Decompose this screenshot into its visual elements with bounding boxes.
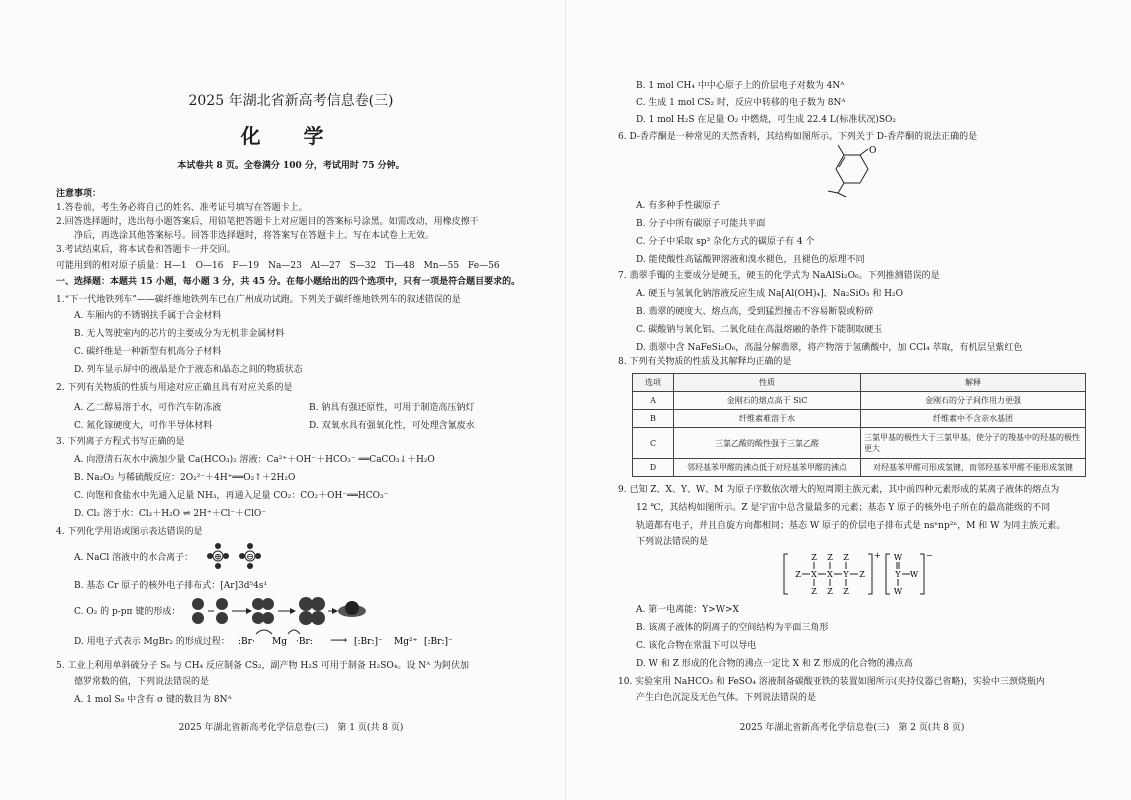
table-cell: 对羟基苯甲醛可形成氢键，而邻羟基苯甲醛不能形成氢键 xyxy=(861,459,1086,477)
question-9-option: A. 第一电离能：Y>W>X xyxy=(636,605,739,615)
notice-item: 3.考试结束后，将本试卷和答题卡一并交回。 xyxy=(56,245,236,255)
question-1-stem: 1.“下一代地铁列车”——碳纤维地铁列车已在广州成功试跑。下列关于碳纤维地铁列车的叙述错误的是 xyxy=(56,295,461,305)
table-cell: B xyxy=(633,410,674,428)
question-9-stem: 9. 已知 Z、X、Y、W、M 为原子序数依次增大的短周期主族元素，其中前四种元素形成的某离子液体的熔点为 xyxy=(618,485,1060,495)
question-7-option: C. 碳酸钠与氧化铝、二氧化硅在高温熔融的条件下能制取硬玉 xyxy=(636,325,883,335)
cation-charge: + xyxy=(874,551,881,560)
question-7-option: D. 翡翠中含 NaFeSi₂O₆，高温分解翡翠，将产物溶于氢碘酸中，加 CCl₄ 萃取，有机层呈紫红色 xyxy=(636,343,1023,353)
page-footer: 2025 年湖北省新高考化学信息卷(三) 第 2 页(共 8 页) xyxy=(739,723,965,733)
question-6-stem: 6. D-香芹酮是一种常见的天然香料，其结构如图所示。下列关于 D-香芹酮的说法正确的是 xyxy=(618,132,978,142)
question-9-stem-cont: 下列说法错误的是 xyxy=(636,537,709,547)
question-3-stem: 3. 下列离子方程式书写正确的是 xyxy=(56,437,185,447)
atom-z: Z xyxy=(811,587,817,596)
mgbr2-formation-diagram xyxy=(238,626,468,654)
table-row xyxy=(633,428,1086,459)
question-2-option: D. 双氧水具有强氧化性，可处理含氰废水 xyxy=(309,421,475,431)
exam-page-1 xyxy=(56,0,526,800)
hydrated-ion-diagram xyxy=(204,540,268,572)
chloride-ion-symbol: ⊖ xyxy=(246,552,254,563)
page-footer: 2025 年湖北省新高考化学信息卷(三) 第 1 页(共 8 页) xyxy=(178,723,404,733)
atom-z: Z xyxy=(859,570,865,579)
carvone-structure xyxy=(824,145,884,197)
bromine-atom-left: :Br· xyxy=(238,637,255,647)
table-cell: 三氯乙酸的酸性强于三氯乙醛 xyxy=(674,428,861,459)
atom-z: Z xyxy=(795,570,801,579)
column-header: 性质 xyxy=(674,374,861,392)
question-9-option: C. 该化合物在常温下可以导电 xyxy=(636,641,757,651)
ionic-liquid-structure xyxy=(784,550,944,598)
magnesium-atom: Mg xyxy=(272,637,287,647)
question-4-option-a: A. NaCl 溶液中的水合离子： xyxy=(74,553,194,563)
question-4-stem: 4. 下列化学用语或图示表达错误的是 xyxy=(56,527,203,537)
question-7-stem: 7. 翡翠手镯的主要成分是硬玉，硬玉的化学式为 NaAlSi₂O₆。下列推测错误的是 xyxy=(618,271,940,281)
property-table xyxy=(632,373,1086,477)
section-one-heading: 一、选择题：本题共 15 小题，每小题 3 分，共 45 分。在每小题给出的四个选项中，只有一项是符合题目要求的。 xyxy=(56,277,521,287)
question-5-stem: 5. 工业上利用单斜硫分子 S₈ 与 CH₄ 反应制备 CS₂，副产物 H₂S 可用于制备 H₂SO₄。设 Nᴬ 为阿伏加 xyxy=(56,661,470,671)
notice-item: 2.回答选择题时，选出每小题答案后，用铅笔把答题卡上对应题目的答案标号涂黑。如需改动，用橡皮擦干 xyxy=(56,217,479,227)
anion-charge: − xyxy=(926,551,933,560)
notice-item: 1.答卷前，考生务必将自己的姓名、准考证号填写在答题卡上。 xyxy=(56,203,308,213)
question-1-option: B. 无人驾驶室内的芯片的主要成分为无机非金属材料 xyxy=(74,329,285,339)
table-cell: C xyxy=(633,428,674,459)
magnesium-ion: Mg²⁺ xyxy=(394,637,418,647)
question-10-stem-cont: 产生白色沉淀及无色气体。下列说法错误的是 xyxy=(636,693,817,703)
question-9-stem-cont: 12 ℃，其结构如图所示。Z 是宇宙中总含量最多的元素；基态 Y 原子的核外电子所在的最高能级的不同 xyxy=(636,503,1051,513)
bromine-atom-right: ·Br: xyxy=(296,637,313,647)
question-2-option: C. 氮化镓硬度大，可作半导体材料 xyxy=(74,421,213,431)
atom-z: Z xyxy=(843,587,849,596)
table-cell: 金刚石的熔点高于 SiC xyxy=(674,392,861,410)
atom-z: Z xyxy=(827,587,833,596)
question-2-option: B. 钠具有强还原性，可用于制造高压钠灯 xyxy=(309,403,475,413)
column-header: 解释 xyxy=(861,374,1086,392)
atom-w: W xyxy=(909,570,919,579)
table-header-row xyxy=(633,374,1086,392)
reaction-arrow: ⟶ xyxy=(330,633,348,647)
column-header: 选项 xyxy=(633,374,674,392)
atom-x: X xyxy=(811,570,817,579)
question-9-option: D. W 和 Z 形成的化合物的沸点一定比 X 和 Z 形成的化合物的沸点高 xyxy=(636,659,913,669)
page-divider xyxy=(565,0,566,800)
table-cell: 邻羟基苯甲醛的沸点低于对羟基苯甲醛的沸点 xyxy=(674,459,861,477)
exam-info: 本试卷共 8 页。全卷满分 100 分，考试用时 75 分钟。 xyxy=(177,161,405,171)
table-row xyxy=(633,410,1086,428)
question-1-option: A. 车厢内的不锈钢扶手属于合金材料 xyxy=(74,311,222,321)
question-1-option: D. 列车显示屏中的液晶是介于液态和晶态之间的物质状态 xyxy=(74,365,303,375)
table-cell: D xyxy=(633,459,674,477)
question-5-stem-cont: 德罗常数的值，下列说法错误的是 xyxy=(74,677,210,687)
question-5-option: B. 1 mol CH₄ 中中心原子上的价层电子对数为 4Nᴬ xyxy=(636,81,845,91)
question-2-option: A. 乙二醇易溶于水，可作汽车防冻液 xyxy=(74,403,222,413)
question-6-option: C. 分子中采取 sp³ 杂化方式的碳原子有 4 个 xyxy=(636,237,815,247)
atom-z: Z xyxy=(827,553,833,562)
question-4-option-c: C. O₂ 的 p-pπ 键的形成： xyxy=(74,607,181,617)
subject-heading: 化 学 xyxy=(240,124,342,148)
atom-y: Y xyxy=(895,570,901,579)
bromide-ion-left: [:Br:]⁻ xyxy=(354,637,383,647)
table-cell: 三氯甲基的极性大于三氯甲基，使分子的羧基中的羟基的极性更大 xyxy=(861,428,1086,459)
table-row xyxy=(633,459,1086,477)
question-5-option: A. 1 mol S₈ 中含有 σ 键的数目为 8Nᴬ xyxy=(74,695,232,705)
question-5-option: C. 生成 1 mol CS₂ 时，反应中转移的电子数为 8Nᴬ xyxy=(636,98,846,108)
question-3-option: A. 向澄清石灰水中滴加少量 Ca(HCO₃)₂ 溶液：Ca²⁺＋OH⁻＋HCO₃⁻ ══CaCO₃↓＋H₂O xyxy=(74,455,435,465)
carbonyl-oxygen: O xyxy=(869,146,877,156)
question-2-options-row xyxy=(56,400,526,413)
question-3-option: D. Cl₂ 溶于水：Cl₂＋H₂O ⇌ 2H⁺＋Cl⁻＋ClO⁻ xyxy=(74,509,267,519)
notice-heading: 注意事项： xyxy=(56,189,102,199)
question-2-options-row xyxy=(56,418,526,431)
atom-w: W xyxy=(893,587,903,596)
question-1-option: C. 碳纤维是一种新型有机高分子材料 xyxy=(74,347,222,357)
atom-w: W xyxy=(893,553,903,562)
question-6-option: A. 有多种手性碳原子 xyxy=(636,201,721,211)
question-4-option-d: D. 用电子式表示 MgBr₂ 的形成过程： xyxy=(74,637,230,647)
sodium-ion-symbol: ⊕ xyxy=(214,552,222,563)
atom-x: X xyxy=(827,570,833,579)
question-9-option: B. 该离子液体的阴离子的空间结构为平面三角形 xyxy=(636,623,829,633)
pi-bond-diagram xyxy=(186,596,366,626)
question-7-option: B. 翡翠的硬度大、熔点高，受到猛烈撞击不容易断裂或粉碎 xyxy=(636,307,874,317)
question-10-stem: 10. 实验室用 NaHCO₃ 和 FeSO₄ 溶液制备碳酸亚铁的装置如图所示(夹持仪器已省略)，实验中三颈烧瓶内 xyxy=(618,677,1045,687)
question-4-option-b: B. 基态 Cr 原子的核外电子排布式：[Ar]3d⁵4s¹ xyxy=(74,581,268,591)
question-7-option: A. 硬玉与氢氧化钠溶液反应生成 Na[Al(OH)₄]、Na₂SiO₃ 和 H₂O xyxy=(636,289,904,299)
table-cell: 纤维素中不含亲水基团 xyxy=(861,410,1086,428)
question-3-option: B. Na₂O₂ 与稀硫酸反应：2O₂²⁻＋4H⁺══O₂↑＋2H₂O xyxy=(74,473,296,483)
question-6-option: D. 能使酸性高锰酸钾溶液和溴水褪色，且褪色的原理不同 xyxy=(636,255,865,265)
exam-page-2 xyxy=(618,0,1086,800)
question-5-option: D. 1 mol H₂S 在足量 O₂ 中燃烧，可生成 22.4 L(标准状况)SO₂ xyxy=(636,115,896,125)
question-8-stem: 8. 下列有关物质的性质及其解释均正确的是 xyxy=(618,357,792,367)
atom-z: Z xyxy=(843,553,849,562)
atomic-masses: 可能用到的相对原子质量：H—1 O—16 F—19 Na—23 Al—27 S—32 Ti—48 Mn—55 Fe—56 xyxy=(56,261,500,271)
table-cell: A xyxy=(633,392,674,410)
question-9-stem-cont: 轨道都有电子，并且自旋方向都相同；基态 W 原子的价层电子排布式是 nsⁿnp²ⁿ，M 和 W 为同主族元素。 xyxy=(636,521,1066,531)
table-row xyxy=(633,392,1086,410)
table-cell: 纤维素难溶于水 xyxy=(674,410,861,428)
exam-title: 2025 年湖北省新高考信息卷(三) xyxy=(188,93,394,109)
question-2-stem: 2. 下列有关物质的性质与用途对应正确且具有对应关系的是 xyxy=(56,383,293,393)
atom-z: Z xyxy=(811,553,817,562)
bromide-ion-right: [:Br:]⁻ xyxy=(424,637,453,647)
question-6-option: B. 分子中所有碳原子可能共平面 xyxy=(636,219,766,229)
notice-item: 净后，再选涂其他答案标号。回答非选择题时，将答案写在答题卡上。写在本试卷上无效。 xyxy=(74,231,435,241)
table-cell: 金刚石的分子间作用力更强 xyxy=(861,392,1086,410)
atom-y: Y xyxy=(843,570,849,579)
question-3-option: C. 向饱和食盐水中先通入足量 NH₃，再通入足量 CO₂：CO₂＋OH⁻══HCO₃⁻ xyxy=(74,491,389,501)
